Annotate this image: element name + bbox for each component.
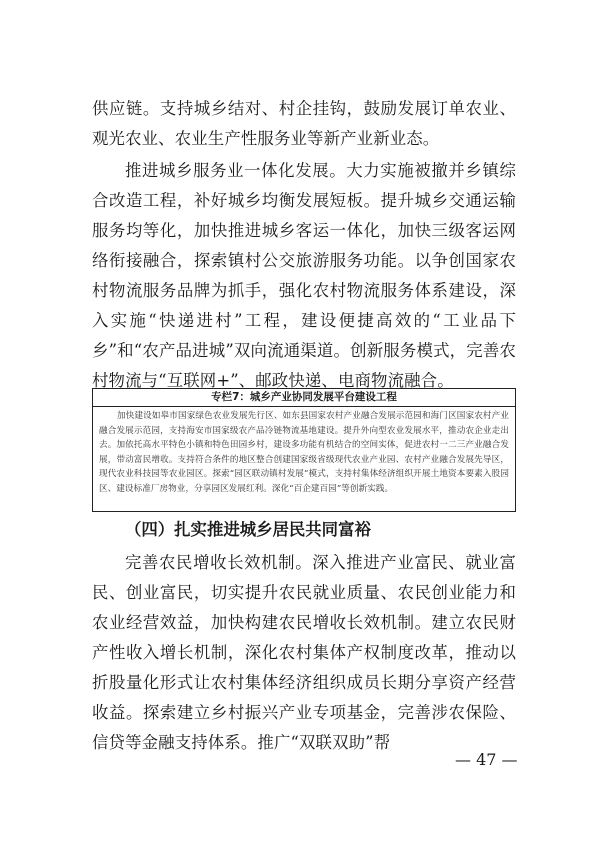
paragraph-service-integration: 推进城乡服务业一体化发展。大力实施被撤并乡镇综合改造工程，补好城乡均衡发展短板。提升城乡交通运输服务均等化，加快推进城乡客运一体化，加快三级客运网络衔接融合，探索镇村公交旅游服务功能。以争创国家农村物流服务品牌为抓手，强化农村物流服务体系建设，深入实施“快递进村”工程，建设便捷高效的“工业品下乡”和“农产品进城”双向流通渠道。创新服务模式，完善农村物流与“互联网+”、邮政快递、电商物流融合。 [92,161,516,390]
column-box [92,388,516,512]
column-box-title: 专栏7：城乡产业协同发展平台建设工程 [93,389,515,407]
paragraph-income-mechanism: 完善农民增收长效机制。深入推进产业富民、就业富民、创业富民，切实提升农民就业质量、农民创业能力和农业经营效益，加快构建农民增收长效机制。建立农民财产性收入增长机制，深化农村集体产权制度改革，推动以折股量化形式让农村集体经济组织成员长期分享资产经营收益。探索建立乡村振兴产业专项基金，完善涉农保险、信贷等金融支持体系。推广“双联双助”帮 [92,553,516,752]
paragraph-supply-chain: 供应链。支持城乡结对、村企挂钩，鼓励发展订单农业、观光农业、农业生产性服务业等新产业新业态。 [92,99,516,148]
page-number: — 47 — [455,750,518,769]
section-heading: （四）扎实推进城乡居民共同富裕 [125,520,371,539]
column-box-body: 加快建设如皋市国家绿色农业发展先行区、如东县国家农村产业融合发展示范园和海门区国家农村产业融合发展示范园，支持海安市国家级农产品冷链物流基地建设。提升外向型农业发展水平，推动农企业走出去。加依托高水平特色小镇和特色田园乡村，建设多功能有机结合的空间实体，促进农村一二三产业融合发展，带动富民增收。支持符合条件的地区整合创建国家级省级现代农业产业园、农村产业融合发展先导区，现代农业科技园等农业园区。探索“园区联动镇村发展”模式，支持村集体经济组织开展土地资本要素入股园区、建设标准厂房物业，分享园区发展红利。深化“百企建百园”等创新实践。 [99,411,509,494]
